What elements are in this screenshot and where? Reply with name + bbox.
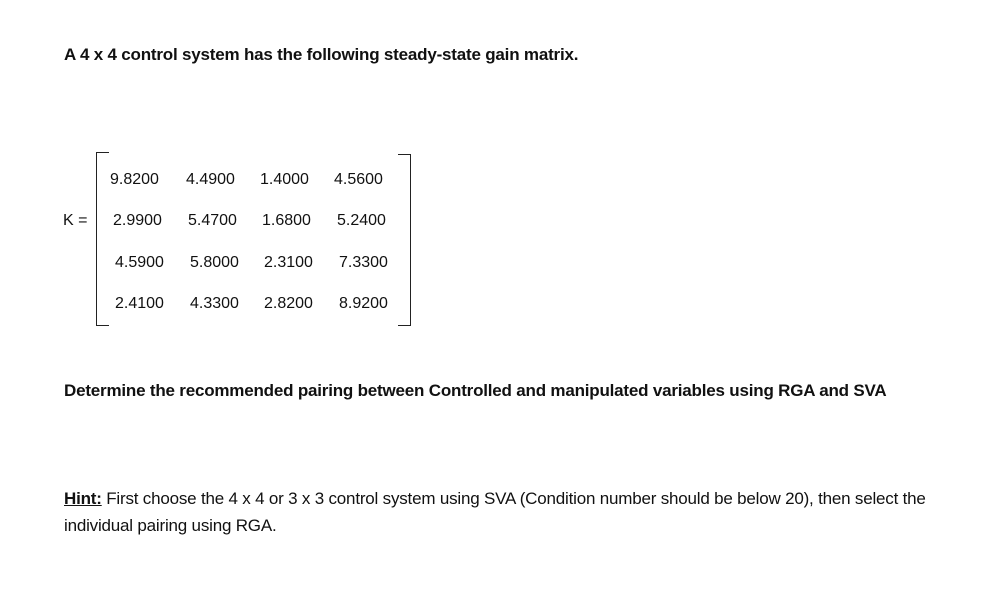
matrix-cell: 2.4100 bbox=[115, 295, 164, 312]
matrix-cell: 4.5900 bbox=[115, 254, 164, 271]
hint-paragraph bbox=[64, 485, 944, 539]
matrix-cell: 2.3100 bbox=[264, 254, 313, 271]
hint-text: First choose the 4 x 4 or 3 x 3 control system using SVA (Condition number should be below 20), then select the individual pairing using RGA. bbox=[64, 489, 926, 535]
matrix-cell: 5.4700 bbox=[188, 212, 237, 229]
matrix-cell: 8.9200 bbox=[339, 295, 388, 312]
problem-title: A 4 x 4 control system has the following steady-state gain matrix. bbox=[64, 45, 579, 64]
matrix-cell: 4.3300 bbox=[190, 295, 239, 312]
matrix-cell: 1.4000 bbox=[260, 171, 309, 188]
matrix-cell: 5.2400 bbox=[337, 212, 386, 229]
question-text: Determine the recommended pairing between Controlled and manipulated variables using RGA and SVA bbox=[64, 381, 887, 400]
matrix-cell: 7.3300 bbox=[339, 254, 388, 271]
matrix-cell: 4.4900 bbox=[186, 171, 235, 188]
matrix-left-bracket bbox=[96, 152, 109, 326]
hint-label: Hint: bbox=[64, 489, 102, 508]
matrix-cell: 9.8200 bbox=[110, 171, 159, 188]
matrix-cell: 4.5600 bbox=[334, 171, 383, 188]
matrix-cell: 5.8000 bbox=[190, 254, 239, 271]
matrix-cell: 1.6800 bbox=[262, 212, 311, 229]
matrix-label: K = bbox=[63, 212, 88, 229]
matrix-cell: 2.8200 bbox=[264, 295, 313, 312]
matrix-right-bracket bbox=[398, 154, 411, 326]
matrix-cell: 2.9900 bbox=[113, 212, 162, 229]
